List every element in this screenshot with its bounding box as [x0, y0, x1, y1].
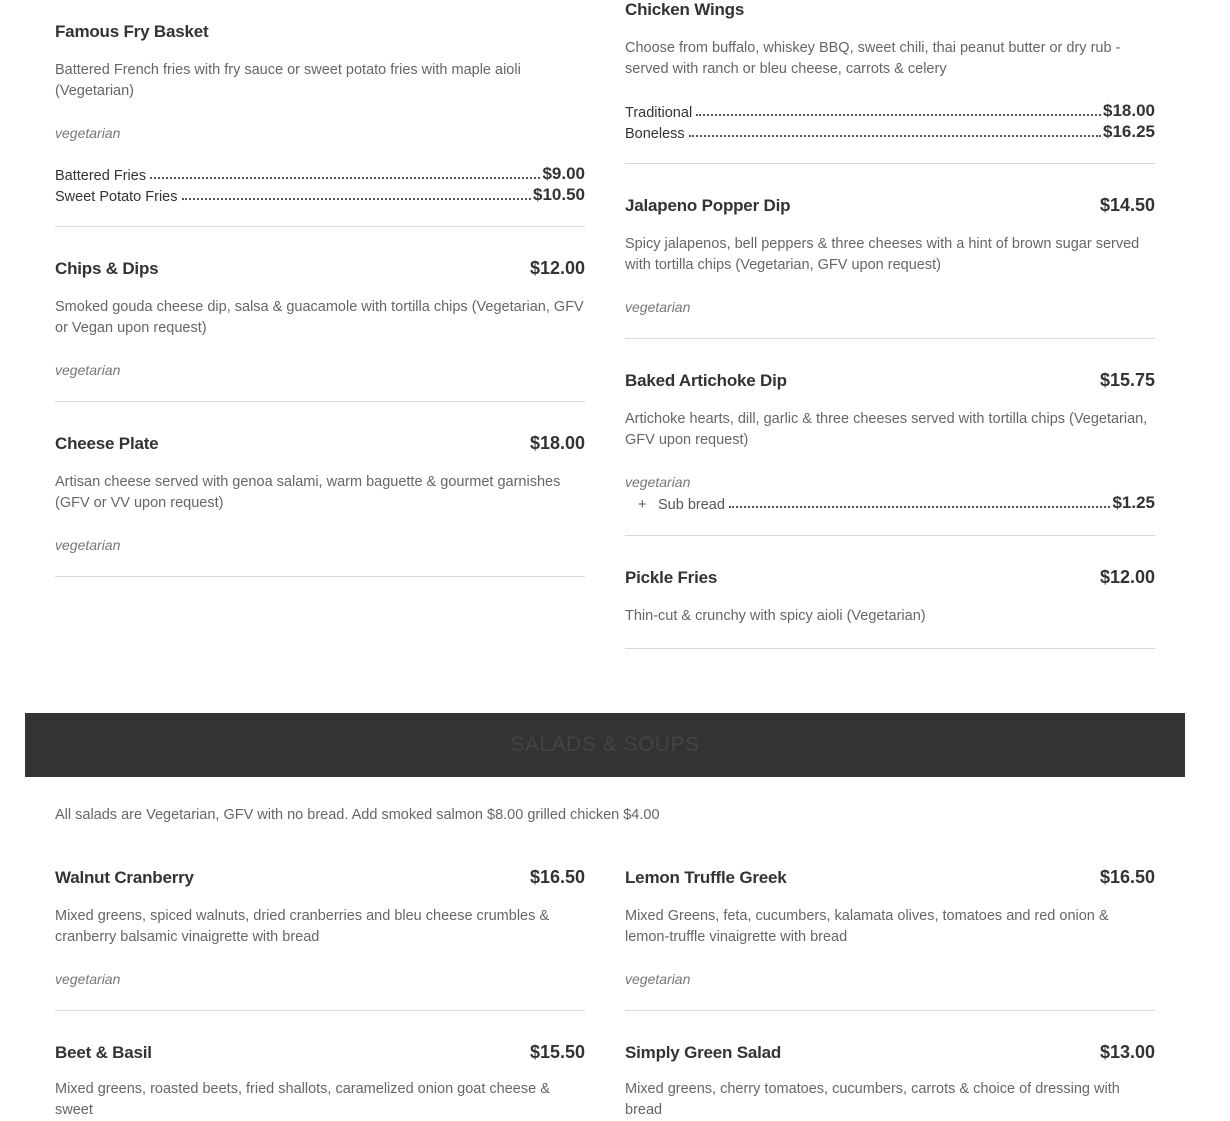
item-description: Spicy jalapenos, bell peppers & three cheeses with a hint of brown sugar served with tortilla chips (Vegetarian, GFV upon request) [625, 236, 1140, 273]
item-name: Walnut Cranberry [55, 868, 194, 887]
plus-icon: + [638, 497, 647, 513]
item-name: Famous Fry Basket [55, 22, 209, 41]
item-name: Simply Green Salad [625, 1043, 782, 1062]
item-tag: vegetarian [625, 299, 691, 315]
item-description: Thin-cut & crunchy with spicy aioli (Vegetarian) [625, 608, 926, 624]
variant-row [625, 121, 1155, 142]
item-price: $14.50 [1099, 195, 1155, 215]
item-price: $12.00 [1099, 567, 1155, 587]
item-divider [625, 648, 1155, 649]
item-description: Mixed greens, spiced walnuts, dried cranberries and bleu cheese crumbles & cranberry balsamic vinaigrette with bread [55, 908, 550, 945]
item-tag: vegetarian [55, 971, 121, 987]
section-note: All salads are Vegetarian, GFV with no bread. Add smoked salmon $8.00 grilled chicken $4.00 [55, 807, 660, 823]
addon-row [625, 492, 1155, 513]
variant-label: Sweet Potato Fries [55, 189, 178, 205]
item-description: Artichoke hearts, dill, garlic & three cheeses served with tortilla chips (Vegetarian, GFV upon request) [625, 411, 1148, 448]
item-price: $18.00 [529, 433, 585, 453]
item-description: Artisan cheese served with genoa salami, warm baguette & gourmet garnishes (GFV or VV upon request) [55, 474, 561, 511]
item-price: $15.75 [1099, 370, 1155, 390]
variant-label: Traditional [625, 105, 693, 121]
dot-leader [689, 134, 1101, 137]
variant-row [55, 163, 585, 184]
item-divider [55, 576, 585, 577]
item-price: $13.00 [1099, 1042, 1155, 1062]
item-description: Battered French fries with fry sauce or sweet potato fries with maple aioli (Vegetarian) [55, 62, 521, 99]
item-tag: vegetarian [55, 537, 121, 553]
dot-leader [150, 176, 540, 179]
item-price: $12.00 [529, 258, 585, 278]
item-name: Baked Artichoke Dip [625, 371, 787, 390]
section-title: SALADS & SOUPS [510, 733, 700, 756]
item-tag: vegetarian [625, 971, 691, 987]
item-divider [625, 163, 1155, 164]
section-header-band [25, 713, 1185, 777]
item-name: Beet & Basil [55, 1043, 152, 1062]
item-tag: vegetarian [55, 362, 121, 378]
item-tag: vegetarian [55, 125, 121, 141]
variant-label: Boneless [625, 126, 685, 142]
item-price: $16.50 [1099, 867, 1155, 887]
item-name: Lemon Truffle Greek [625, 868, 787, 887]
dot-leader [696, 113, 1101, 116]
variant-price: $18.00 [1103, 101, 1155, 120]
item-divider [55, 401, 585, 402]
item-description: Mixed greens, cherry tomatoes, cucumbers, carrots & choice of dressing with bread [625, 1081, 1120, 1118]
item-name: Pickle Fries [625, 568, 718, 587]
item-description: Mixed Greens, feta, cucumbers, kalamata olives, tomatoes and red onion & lemon-truffle vinaigrette with bread [625, 908, 1109, 945]
item-description: Smoked gouda cheese dip, salsa & guacamole with tortilla chips (Vegetarian, GFV or Vegan upon request) [55, 299, 584, 336]
variant-price: $10.50 [533, 185, 585, 204]
item-name: Jalapeno Popper Dip [625, 196, 791, 215]
item-description: Mixed greens, roasted beets, fried shallots, caramelized onion goat cheese & sweet [55, 1081, 550, 1118]
item-divider [625, 338, 1155, 339]
item-name: Chicken Wings [625, 0, 745, 19]
addon-price: $1.25 [1112, 493, 1155, 512]
variant-label: Battered Fries [55, 168, 147, 184]
item-name: Cheese Plate [55, 434, 159, 453]
item-tag: vegetarian [625, 474, 691, 490]
addon-label: Sub bread [658, 497, 725, 513]
item-description: Choose from buffalo, whiskey BBQ, sweet chili, thai peanut butter or dry rub - served with ranch or bleu cheese, carrots & celery [625, 40, 1121, 77]
variant-row [625, 100, 1155, 121]
item-divider [55, 1010, 585, 1011]
item-name: Chips & Dips [55, 259, 159, 278]
dot-leader [182, 197, 532, 200]
variant-price: $16.25 [1103, 122, 1155, 141]
item-price: $15.50 [529, 1042, 585, 1062]
dot-leader [729, 505, 1111, 508]
variant-row [55, 184, 585, 205]
item-divider [625, 1010, 1155, 1011]
item-divider [625, 535, 1155, 536]
item-divider [55, 226, 585, 227]
variant-price: $9.00 [542, 164, 585, 183]
item-price: $16.50 [529, 867, 585, 887]
